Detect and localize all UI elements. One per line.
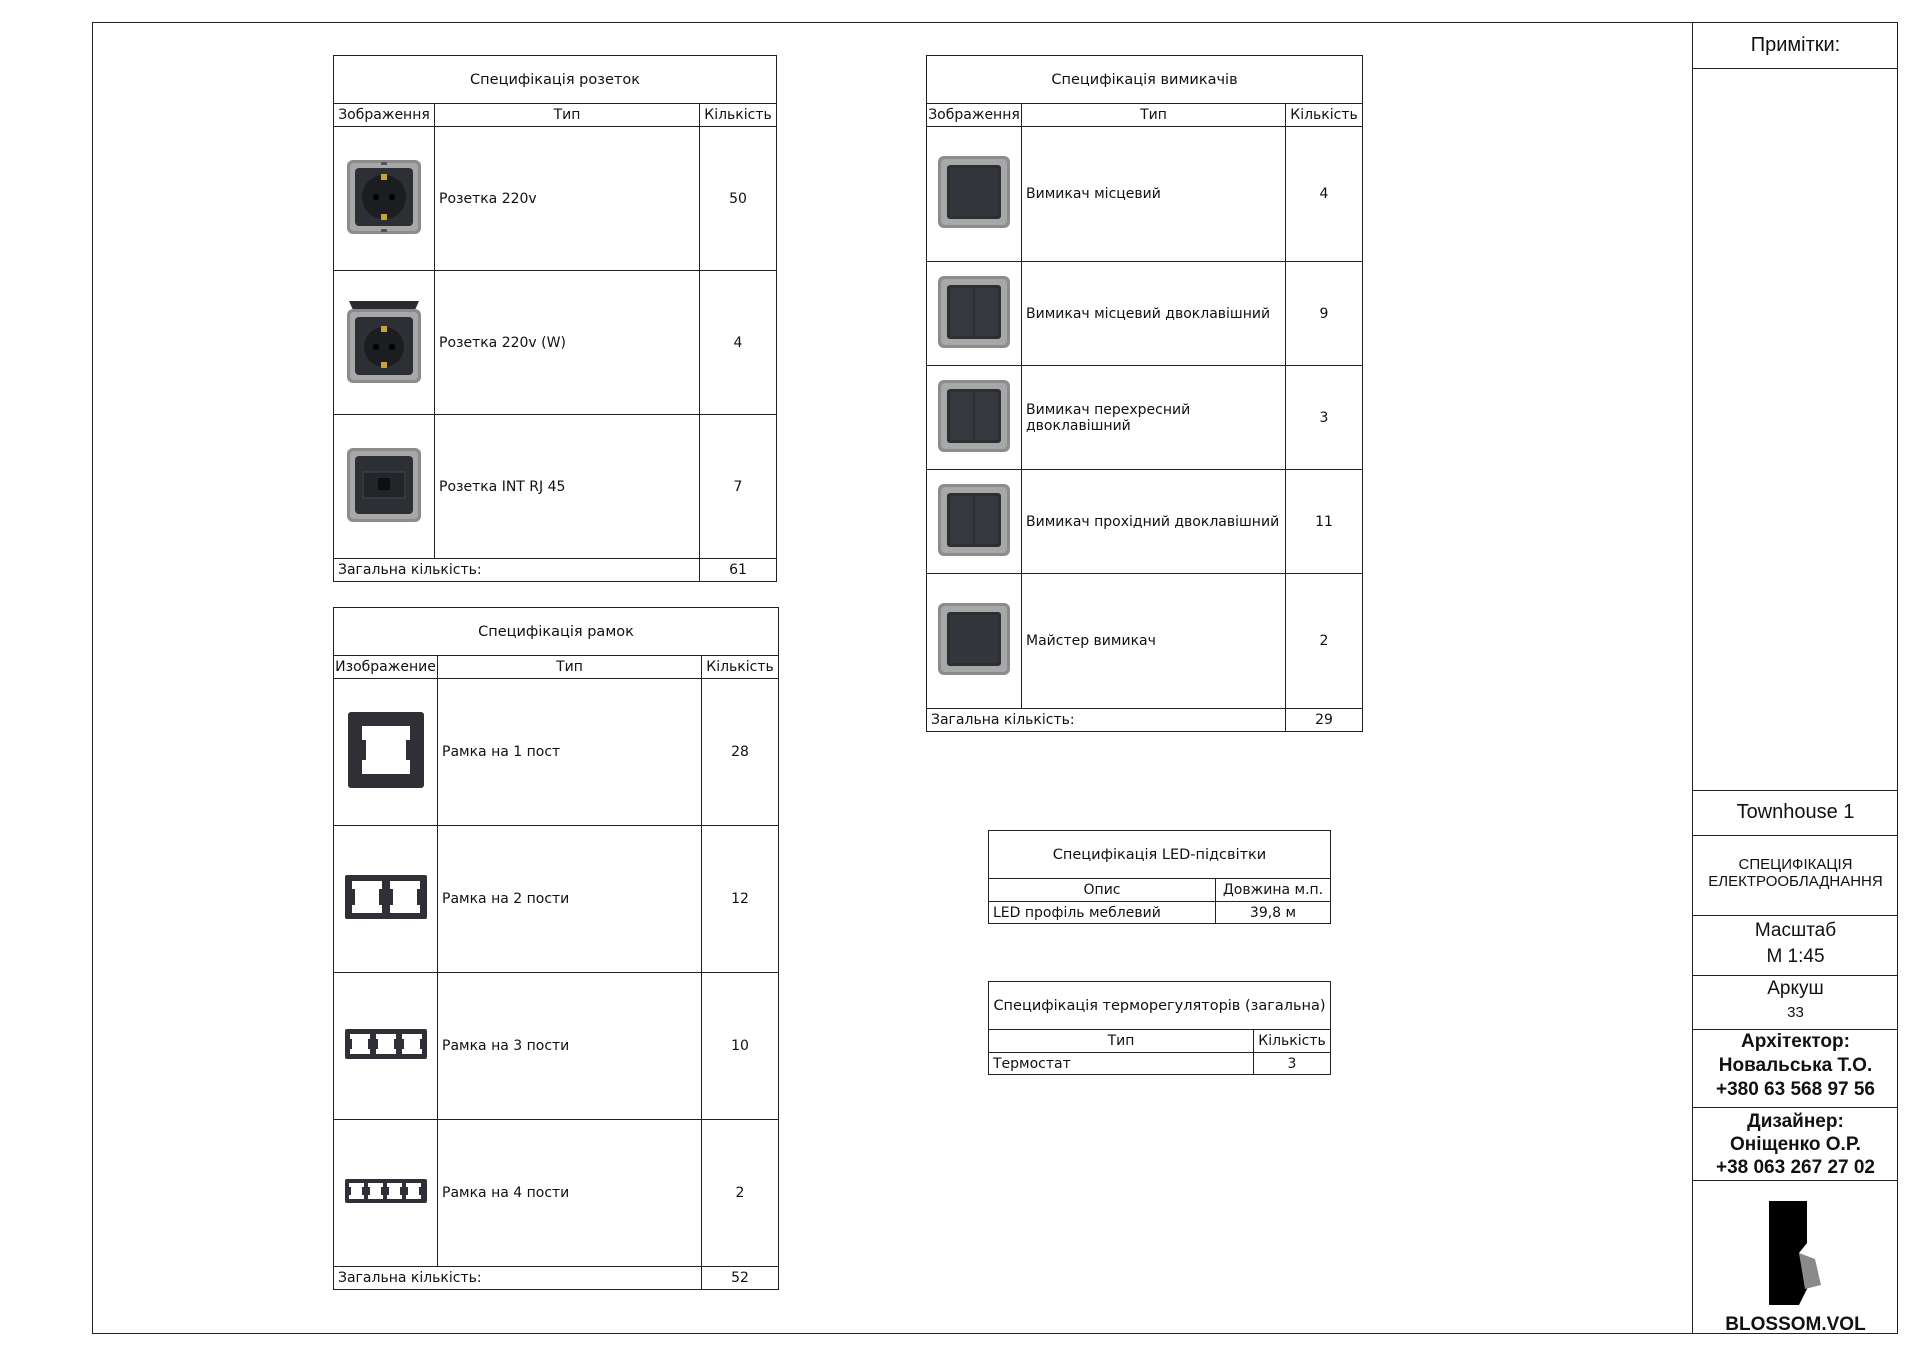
- product-image-cell: [334, 973, 438, 1120]
- item-name: Рамка на 3 пости: [438, 973, 702, 1120]
- total-label: Загальна кількість:: [334, 1267, 702, 1290]
- product-image-cell: [927, 470, 1022, 574]
- architect-label: Архітектор:: [1741, 1031, 1850, 1052]
- sheet-title-line-2: ЕЛЕКТРООБЛАДНАННЯ: [1708, 873, 1883, 890]
- column-header: Тип: [438, 656, 702, 679]
- column-header: Опис: [989, 879, 1216, 902]
- frame-3-icon: [344, 1027, 428, 1061]
- table-row: [334, 973, 779, 1120]
- item-name: Вимикач місцевий: [1022, 127, 1286, 262]
- table-row: [334, 679, 779, 826]
- brand-name: BLOSSOM.VOL: [1725, 1314, 1866, 1335]
- table-title: Специфікація терморегуляторів (загальна): [989, 982, 1331, 1030]
- architect-phone: +380 63 568 97 56: [1715, 1079, 1875, 1100]
- thermostat-spec-table: [988, 981, 1331, 1075]
- project-name: Townhouse 1: [1693, 791, 1898, 836]
- designer-label: Дизайнер:: [1747, 1111, 1844, 1132]
- product-image-cell: [927, 127, 1022, 262]
- item-name: Розетка INT RJ 45: [435, 415, 700, 559]
- item-name: Розетка 220v: [435, 127, 700, 271]
- item-quantity: 2: [1286, 574, 1363, 709]
- item-name: Майстер вимикач: [1022, 574, 1286, 709]
- item-quantity: 2: [702, 1120, 779, 1267]
- product-image-cell: [927, 574, 1022, 709]
- table-title: Специфікація вимикачів: [927, 56, 1363, 104]
- item-quantity: 10: [702, 973, 779, 1120]
- item-name: LED профіль меблевий: [989, 902, 1216, 924]
- item-name: Рамка на 2 пости: [438, 826, 702, 973]
- table-row: [334, 1120, 779, 1267]
- item-name: Вимикач перехресний двоклавішний: [1022, 366, 1286, 470]
- brand-logo-area: [1693, 1177, 1898, 1336]
- item-length: 39,8 м: [1216, 902, 1331, 924]
- item-name: Вимикач прохідний двоклавішний: [1022, 470, 1286, 574]
- rj45-socket-icon: [345, 446, 423, 524]
- table-row: [334, 826, 779, 973]
- total-row: [927, 709, 1363, 732]
- product-image-cell: [927, 262, 1022, 366]
- table-row: [989, 902, 1331, 924]
- sheet-title: [1693, 836, 1898, 916]
- table-title: Специфікація рамок: [334, 608, 779, 656]
- product-image-cell: [334, 826, 438, 973]
- sheet-title-line-1: СПЕЦИФІКАЦІЯ: [1738, 856, 1853, 873]
- double-switch-icon: [936, 482, 1012, 558]
- column-header: Кількість: [1254, 1030, 1331, 1053]
- product-image-cell: [334, 1120, 438, 1267]
- sheet-number: 33: [1787, 1004, 1804, 1021]
- product-image-cell: [927, 366, 1022, 470]
- total-quantity: 52: [702, 1267, 779, 1290]
- frame-2-icon: [344, 873, 428, 921]
- table-row: [989, 1053, 1331, 1075]
- double-switch-icon: [936, 274, 1012, 350]
- table-title: Специфікація LED-підсвітки: [989, 831, 1331, 879]
- item-name: Розетка 220v (W): [435, 271, 700, 415]
- architect-name: Новальська Т.О.: [1718, 1055, 1873, 1076]
- product-image-cell: [334, 679, 438, 826]
- total-label: Загальна кількість:: [334, 559, 700, 582]
- item-quantity: 50: [700, 127, 777, 271]
- column-header: Тип: [989, 1030, 1254, 1053]
- table-row: [927, 366, 1363, 470]
- blossom-logo-icon: [1761, 1197, 1831, 1307]
- column-header: Кількість: [702, 656, 779, 679]
- sheet-number-block: [1693, 976, 1898, 1030]
- product-image-cell: [334, 415, 435, 559]
- sheet-label: Аркуш: [1767, 978, 1824, 999]
- item-quantity: 3: [1254, 1053, 1331, 1075]
- column-header: Зображення: [334, 104, 435, 127]
- single-switch-icon: [936, 601, 1012, 677]
- total-quantity: 61: [700, 559, 777, 582]
- scale-value: М 1:45: [1766, 946, 1825, 967]
- column-header: Кількість: [1286, 104, 1363, 127]
- item-quantity: 4: [700, 271, 777, 415]
- notes-area: [1693, 69, 1898, 791]
- column-header: Тип: [1022, 104, 1286, 127]
- total-row: [334, 559, 777, 582]
- switches-spec-table: [926, 55, 1363, 732]
- schuko-socket-icon: [345, 158, 423, 236]
- title-block: [1692, 22, 1898, 1334]
- item-quantity: 9: [1286, 262, 1363, 366]
- column-header: Довжина м.п.: [1216, 879, 1331, 902]
- item-quantity: 3: [1286, 366, 1363, 470]
- item-quantity: 12: [702, 826, 779, 973]
- item-name: Рамка на 1 пост: [438, 679, 702, 826]
- table-row: [927, 470, 1363, 574]
- scale-label: Масштаб: [1754, 920, 1837, 941]
- architect-block: [1693, 1030, 1898, 1108]
- item-name: Вимикач місцевий двоклавішний: [1022, 262, 1286, 366]
- column-header: Зображення: [927, 104, 1022, 127]
- item-name: Термостат: [989, 1053, 1254, 1075]
- product-image-cell: [334, 127, 435, 271]
- table-row: [334, 415, 777, 559]
- total-row: [334, 1267, 779, 1290]
- total-quantity: 29: [1286, 709, 1363, 732]
- table-title: Специфікація розеток: [334, 56, 777, 104]
- total-label: Загальна кількість:: [927, 709, 1286, 732]
- item-quantity: 4: [1286, 127, 1363, 262]
- frames-spec-table: [333, 607, 779, 1290]
- frame-1-icon: [346, 710, 426, 790]
- designer-block: [1693, 1108, 1898, 1181]
- column-header: Тип: [435, 104, 700, 127]
- table-row: [927, 127, 1363, 262]
- scale-block: [1693, 916, 1898, 976]
- item-quantity: 7: [700, 415, 777, 559]
- led-spec-table: [988, 830, 1331, 924]
- table-row: [334, 271, 777, 415]
- item-quantity: 11: [1286, 470, 1363, 574]
- item-name: Рамка на 4 пости: [438, 1120, 702, 1267]
- table-row: [927, 262, 1363, 366]
- notes-label: Примітки:: [1693, 22, 1898, 69]
- designer-phone: +38 063 267 27 02: [1715, 1157, 1875, 1178]
- sockets-spec-table: [333, 55, 777, 582]
- column-header: Изображение: [334, 656, 438, 679]
- designer-name: Оніщенко О.Р.: [1730, 1134, 1861, 1155]
- socket-with-lid-icon: [345, 297, 423, 385]
- frame-4-icon: [344, 1177, 428, 1205]
- column-header: Кількість: [700, 104, 777, 127]
- table-row: [334, 127, 777, 271]
- single-switch-icon: [936, 154, 1012, 230]
- item-quantity: 28: [702, 679, 779, 826]
- double-switch-icon: [936, 378, 1012, 454]
- product-image-cell: [334, 271, 435, 415]
- table-row: [927, 574, 1363, 709]
